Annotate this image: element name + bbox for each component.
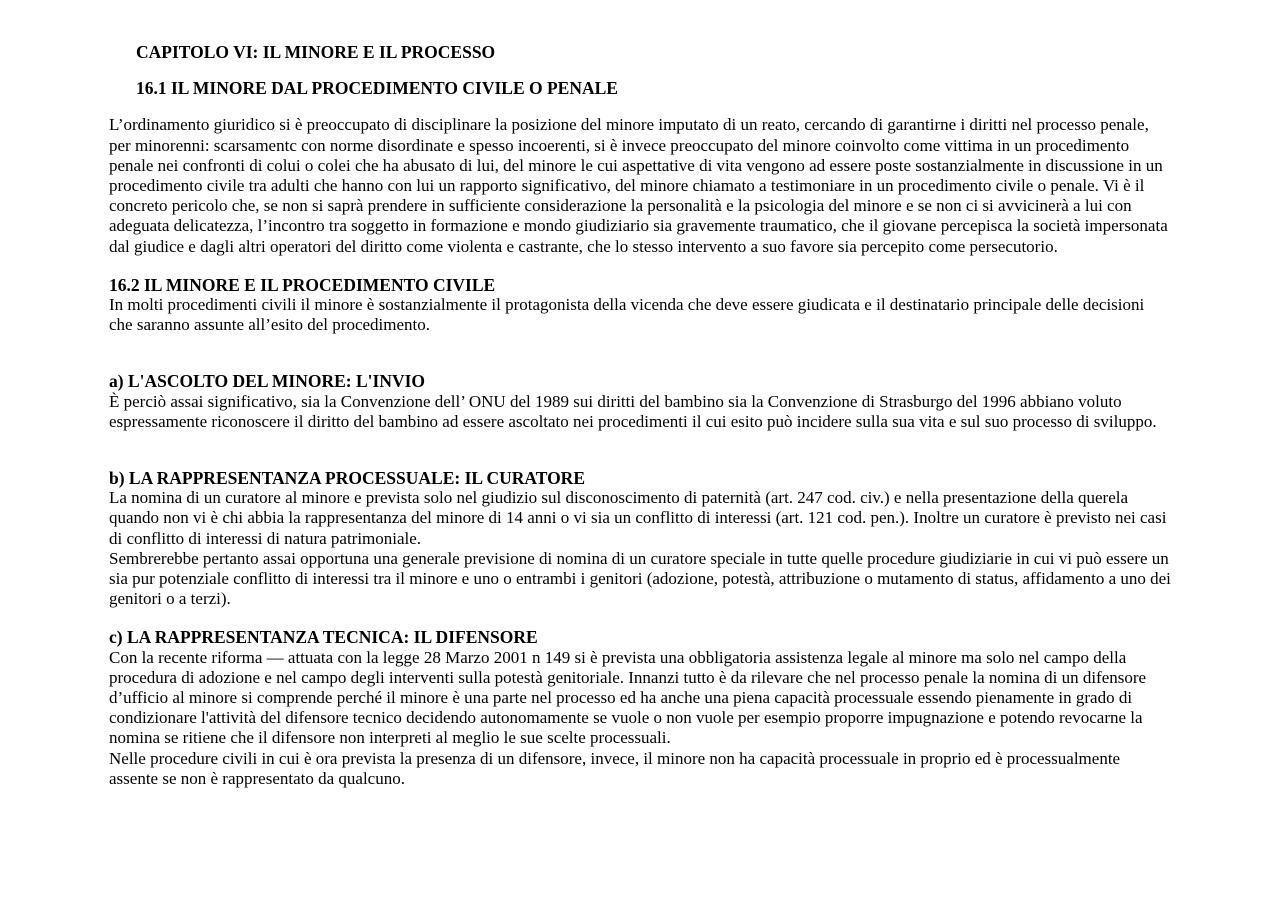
section-b-text-2: Sembrerebbe pertanto assai opportuna una generale previsione di nomina di un curatore speciale in tutte quelle procedure giudiziarie in cui vi può essere un sia pur potenziale conflitto di interessi tra il minore e uno o entrambi i genitori (adozione, potestà, attribuzione o mutamento di status, affidamento a uno dei genitori o a terzi). bbox=[109, 548, 1171, 609]
section-c-title: c) LA RAPPRESENTANZA TECNICA: IL DIFENSORE bbox=[109, 627, 538, 648]
document-page bbox=[109, 42, 1171, 789]
section-c-text-2: Nelle procedure civili in cui è ora prevista la presenza di un difensore, invece, il minore non ha capacità processuale in proprio ed è processualmente assente se non è rappresentato da qualcuno. bbox=[109, 748, 1121, 788]
section-16-1-text: L’ordinamento giuridico si è preoccupato di disciplinare la posizione del minore imputato di un reato, cercando di garantirne i diritti nel processo penale, per minorenni: scarsamentc con norme disordinate e spesso incoerenti, si è invece preoccupato del minore coinvolto come vittima in un procedimento penale nei confronti di colui o colei che ha abusato di lui, del minore le cui aspettative di vita vengono ad essere poste sostanzialmente in discussione in un procedimento civile tra adulti che hanno con lui un rapporto significativo, del minore chiamato a testimoniare in un procedimento civile o penale. Vi è il concreto pericolo che, se non si saprà prendere in sufficiente considerazione la personalità e la psicologia del minore e se non ci si avvicinerà a lui con adeguata delicatezza, l’incontro tra soggetto in formazione e mondo giudiziario sia gravemente traumatico, che il giovane percepisca la società impersonata dal giudice e dagli altri operatori del diritto come violenta e castrante, che lo stesso intervento a suo favore sia percepito come persecutorio. bbox=[109, 115, 1168, 256]
section-b-text-1: La nomina di un curatore al minore e prevista solo nel giudizio sul disconoscimento di paternità (art. 247 cod. civ.) e nella presentazione della querela quando non vi è chi abbia la rappresentanza del minore di 14 anni o vi sia un conflitto di interessi (art. 121 cod. pen.). Inoltre un curatore è previsto nei casi di conflitto di interessi di natura patrimoniale. bbox=[109, 488, 1167, 548]
section-a-text: È perciò assai significativo, sia la Convenzione dell’ ONU del 1989 sui diritti del bambino sia la Convenzione di Strasburgo del 1996 abbiano voluto espressamente riconoscere il diritto del bambino ad essere ascoltato nei procedimenti il cui esito può incidere sulla sua vita e sul suo processo di sviluppo. bbox=[109, 391, 1157, 431]
chapter-title: CAPITOLO VI: IL MINORE E IL PROCESSO bbox=[136, 42, 496, 62]
section-16-2-title: 16.2 IL MINORE E IL PROCEDIMENTO CIVILE bbox=[109, 274, 496, 295]
section-a-title: a) L'ASCOLTO DEL MINORE: L'INVIO bbox=[109, 371, 426, 392]
section-16-2-text: In molti procedimenti civili il minore è sostanzialmente il protagonista della vicenda che deve essere giudicata e il destinatario principale delle decisioni che saranno assunte all’esito del procedimento. bbox=[109, 295, 1145, 335]
section-c-text-1: Con la recente riforma — attuata con la legge 28 Marzo 2001 n 149 si è prevista una obbligatoria assistenza legale al minore ma solo nel campo della procedura di adozione e nel campo degli interventi sulla potestà genitoriale. Innanzi tutto è da rilevare che nel processo penale la nomina di un difensore d’ufficio al minore si comprende perché il minore è una parte nel processo ed ha anche una piena capacità processuale essendo pienamente in grado di condizionare l'attività del difensore tecnico decidendo autonomamente se vuole o non vuole per esempio proporre impugnazione e potendo revocarne la nomina se ritiene che il difensore non interpreti al meglio le sue scelte processuali. bbox=[109, 647, 1147, 748]
section-16-1-title: 16.1 IL MINORE DAL PROCEDIMENTO CIVILE O PENALE bbox=[136, 78, 618, 99]
section-b-title: b) LA RAPPRESENTANZA PROCESSUALE: IL CURATORE bbox=[109, 468, 585, 489]
